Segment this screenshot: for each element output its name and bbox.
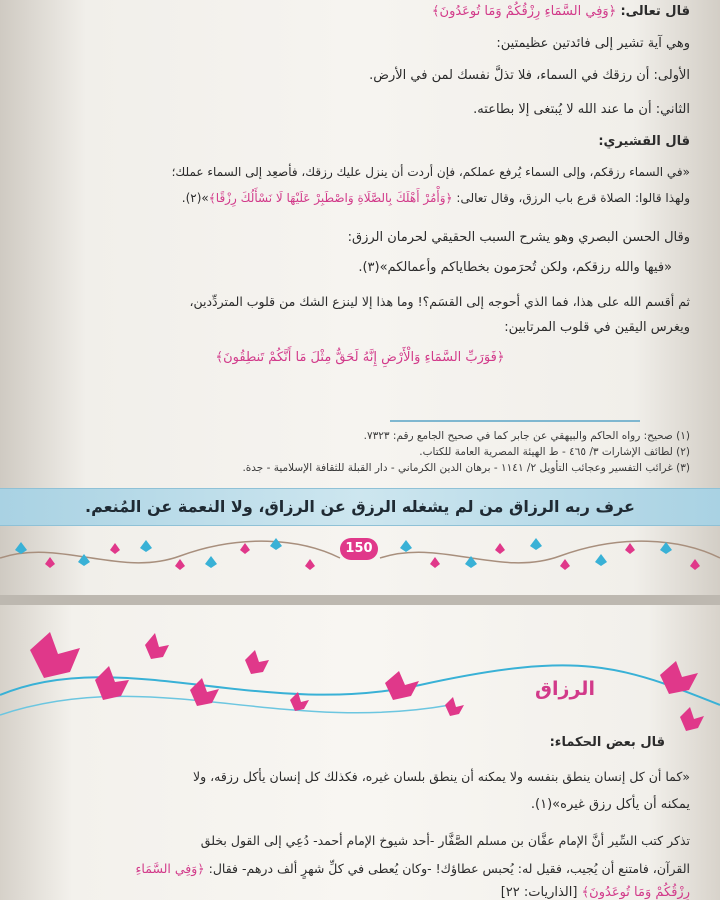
- text-line: [30, 348, 690, 368]
- quran-verse: ﴿فَوَرَبِّ السَّمَاءِ وَالْأَرْضِ إِنَّهُ لَحَقٌّ مِثْلَ مَا أَنَّكُمْ تَنطِقُونَ﴾: [215, 350, 505, 365]
- text-line: ثم أقسم الله على هذا، فما الذي أحوجه إلى القسَم؟! وما هذا إلا لينزع الشك من قلوب المتردِّدين،: [189, 294, 690, 309]
- text-part: ولهذا قالوا: الصلاة قرع باب الرزق، وقال تعالى:: [456, 191, 690, 205]
- text-line: [30, 859, 690, 879]
- text-line: [30, 188, 690, 208]
- text-line: وهي آية تشير إلى فائدتين عظيمتين:: [496, 36, 690, 51]
- page-gap: [0, 595, 720, 605]
- footnote-divider: [390, 420, 640, 422]
- text-line: قال بعض الحكماء:: [549, 735, 665, 750]
- quran-verse: ﴿وَفِي السَّمَاءِ: [135, 861, 205, 876]
- footnote: (٢) لطائف الإشارات ٣/ ٤٦٥ - ط الهيئة المصرية العامة للكتاب.: [419, 446, 690, 458]
- text-line: ويغرس اليقين في قلوب المرتابين:: [504, 320, 690, 335]
- section-title: الرزاق: [535, 678, 595, 700]
- quran-verse: ﴿وَفِي السَّمَاءِ رِزْقُكُمْ وَمَا تُوعَدُونَ﴾: [431, 4, 617, 19]
- bottom-page: [0, 605, 720, 900]
- footnote-ref: »(٢).: [181, 191, 209, 205]
- text-line: [30, 883, 690, 900]
- text-line: «فيها والله رزقكم، ولكن تُحرَمون بخطاياكم وأعمالكم»(٣).: [358, 260, 672, 275]
- text-line: وقال الحسن البصري وهو يشرح السبب الحقيقي لحرمان الرزق:: [347, 230, 690, 245]
- text-line: الأولى: أن رزقك في السماء، فلا تذلَّ نفسك لمن في الأرض.: [369, 68, 690, 83]
- footnote: (٣) غرائب التفسير وعجائب التأويل ٢/ ١١٤١ - برهان الدين الكرماني - دار القبلة للثقافة الإسلامية - جدة.: [242, 462, 690, 474]
- quran-verse: ﴿وَأْمُرْ أَهْلَكَ بِالصَّلَاةِ وَاصْطَبِرْ عَلَيْهَا لَا نَسْأَلُكَ رِزْقًا﴾: [208, 191, 453, 205]
- text-line: يمكنه أن يأكل رزق غيره»(١).: [530, 797, 690, 812]
- text-line: «في السماء رزقكم، وإلى السماء يُرفع عملكم، فإن أردت أن ينزل عليك رزقك، فأصعِد إلى السماء عملك؛: [171, 165, 690, 179]
- verse-intro: قال تعالى:: [620, 4, 690, 19]
- text-line: «كما أن كل إنسان ينطق بنفسه ولا يمكنه أن ينطق بلسان غيره، فكذلك كل إنسان يأكل رزقه، ولا: [192, 769, 690, 784]
- text-part: القرآن، فامتنع أن يُجيب، فقيل له: يُحبس عطاؤك! -وكان يُعطى في كلِّ شهرٍ ألف درهم- فقال:: [208, 861, 690, 876]
- band-text: عرف ربه الرزاق من لم يشغله الرزق عن الرزاق، ولا النعمة عن المُنعم.: [85, 497, 635, 516]
- quran-verse: رِزْقُكُمْ وَمَا تُوعَدُونَ﴾: [581, 885, 690, 900]
- page-number: 150: [340, 538, 378, 560]
- text-line: الثاني: أن ما عند الله لا يُبتغى إلا بطاعته.: [473, 102, 690, 117]
- text-line: قال القشيري:: [598, 134, 690, 149]
- text-line: تذكر كتب السِّير أنَّ الإمام عفَّان بن مسلم الصَّفَّار -أحد شيوخ الإمام أحمد- دُعِي إلى القول بخلق: [200, 833, 690, 848]
- footnote: (١) صحيح: رواه الحاكم والبيهقي عن جابر كما في صحيح الجامع رقم: ٧٣٢٣.: [363, 430, 690, 442]
- verse-reference: [الذاريات: ٢٢]: [500, 885, 578, 900]
- text-line: [30, 2, 690, 22]
